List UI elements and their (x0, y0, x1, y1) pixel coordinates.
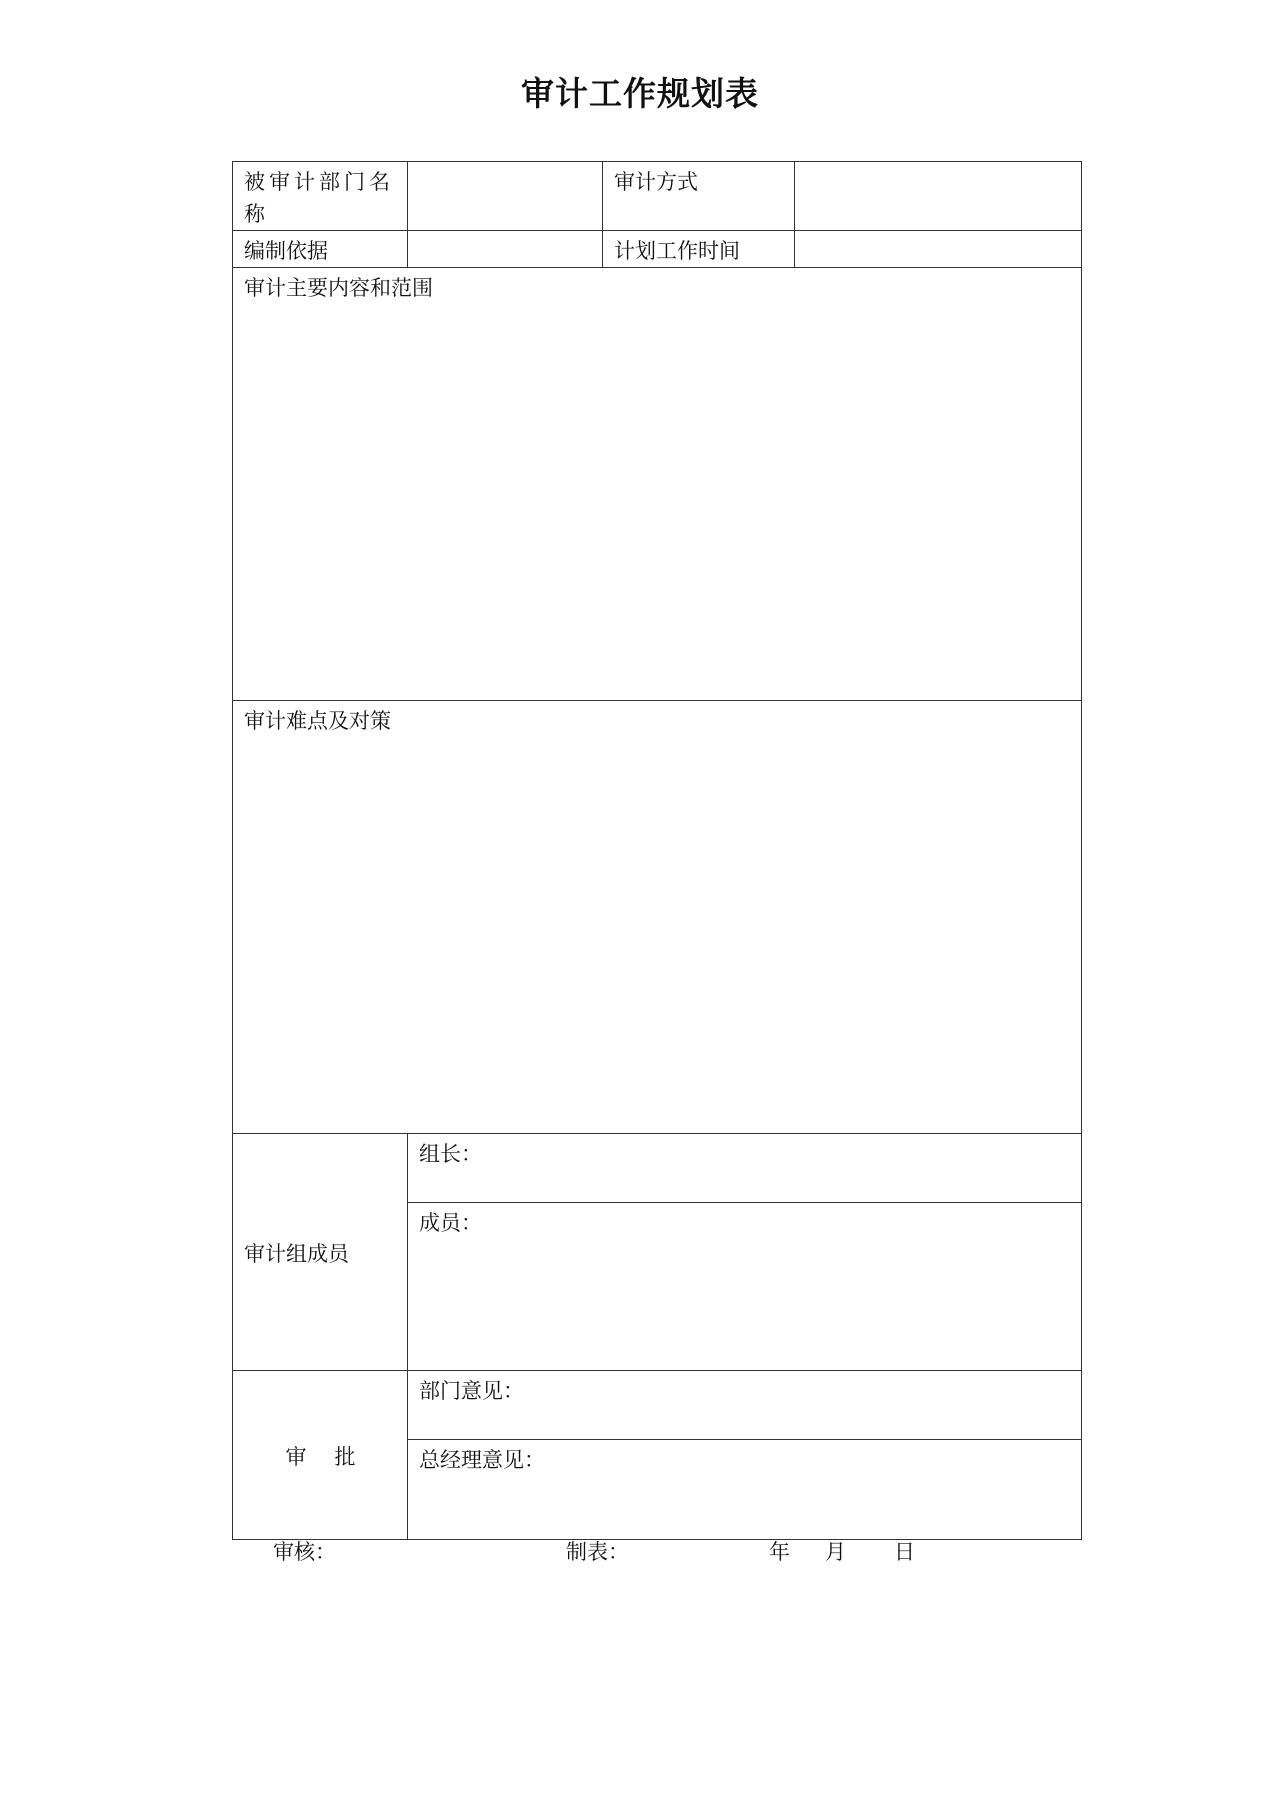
difficulties-section[interactable] (233, 701, 1082, 1134)
gm-opinion-field[interactable] (408, 1440, 1082, 1540)
month-label: 月 (825, 1540, 846, 1564)
page-title: 审计工作规划表 (521, 74, 759, 113)
reviewer-label: 审核： (273, 1540, 336, 1564)
scope-label: 审计主要内容和范围 (244, 276, 433, 300)
members-field[interactable] (408, 1203, 1082, 1371)
gm-opinion-label: 总经理意见： (419, 1448, 545, 1472)
difficulties-label: 审计难点及对策 (244, 709, 391, 733)
signature-footer (0, 1536, 1280, 1568)
year-label: 年 (769, 1540, 790, 1564)
leader-label: 组长： (419, 1142, 482, 1166)
dept-opinion-label: 部门意见： (419, 1379, 524, 1403)
approval-label (233, 1371, 408, 1540)
dept-name-field[interactable] (408, 162, 603, 231)
basis-label: 编制依据 (233, 231, 408, 268)
approval-label-2: 批 (334, 1445, 356, 1469)
dept-opinion-field[interactable] (408, 1371, 1082, 1440)
preparer-label: 制表： (566, 1540, 629, 1564)
dept-name-label: 被审计部门名称 (233, 162, 408, 231)
plan-time-label: 计划工作时间 (603, 231, 795, 268)
audit-plan-table (232, 161, 1082, 1540)
plan-time-field[interactable] (795, 231, 1082, 268)
audit-method-field[interactable] (795, 162, 1082, 231)
leader-field[interactable] (408, 1134, 1082, 1203)
audit-method-label: 审计方式 (603, 162, 795, 231)
members-label: 成员： (419, 1211, 482, 1235)
scope-section[interactable] (233, 268, 1082, 701)
day-label: 日 (894, 1540, 915, 1564)
team-label: 审计组成员 (233, 1134, 408, 1371)
approval-label-1: 审 (285, 1445, 307, 1469)
basis-field[interactable] (408, 231, 603, 268)
